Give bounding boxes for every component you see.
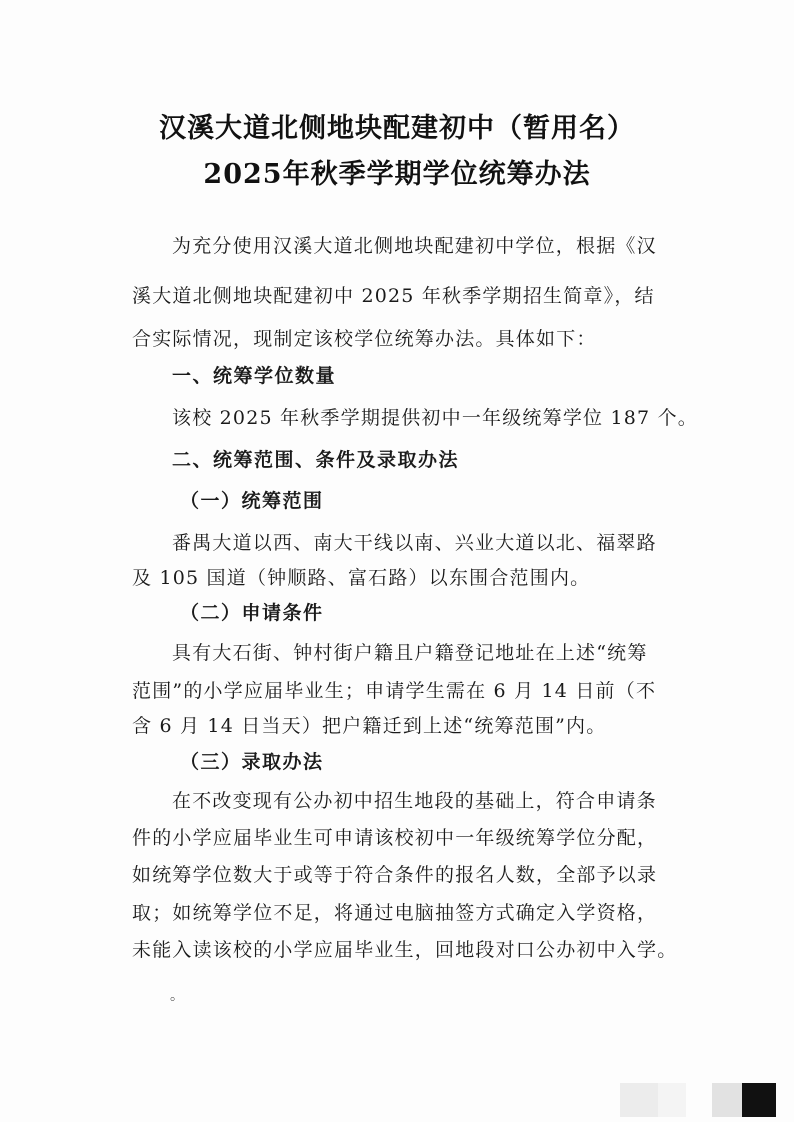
subsection-3-line-1: 在不改变现有公办初中招生地段的基础上，符合申请条 [172,790,657,812]
subsection-1-heading: （一）统筹范围 [180,490,324,512]
document-title-line-1: 汉溪大道北侧地块配建初中（暂用名） [159,113,635,144]
subsection-2-line-1: 具有大石街、钟村街户籍且户籍登记地址在上述“统筹 [172,642,648,664]
section-1-body: 该校 2025 年秋季学期提供初中一年级统筹学位 187 个。 [172,407,698,429]
section-1-heading: 一、统筹学位数量 [172,365,337,387]
subsection-2-heading: （二）申请条件 [180,602,324,624]
trailing-mark: 。 [170,988,184,1004]
scan-artifact-block [620,1083,658,1117]
subsection-3-heading: （三）录取办法 [180,751,324,773]
scan-artifact-block [742,1083,776,1117]
document-title-line-2: 2025年秋季学期学位统筹办法 [203,159,591,190]
subsection-2-line-3: 含 6 月 14 日当天）把户籍迁到上述“统筹范围”内。 [132,715,607,737]
subsection-3-line-4: 取；如统筹学位不足，将通过电脑抽签方式确定入学资格， [132,902,658,924]
subsection-3-line-2: 件的小学应届毕业生可申请该校初中一年级统筹学位分配， [132,827,658,849]
subsection-3-line-5: 未能入读该校的小学应届毕业生，回地段对口公办初中入学。 [132,939,678,961]
scan-artifact-block [658,1083,686,1117]
subsection-1-line-1: 番禺大道以西、南大干线以南、兴业大道以北、福翠路 [172,532,657,554]
subsection-2-line-2: 范围”的小学应届毕业生；申请学生需在 6 月 14 日前（不 [132,680,657,702]
scan-artifact-block [712,1083,742,1117]
intro-line-3: 合实际情况，现制定该校学位统筹办法。具体如下： [132,328,597,350]
section-2-heading: 二、统筹范围、条件及录取办法 [172,449,460,471]
intro-line-1: 为充分使用汉溪大道北侧地块配建初中学位，根据《汉 [172,235,657,257]
subsection-3-line-3: 如统筹学位数大于或等于符合条件的报名人数，全部予以录 [132,864,658,886]
intro-line-2: 溪大道北侧地块配建初中 2025 年秋季学期招生简章》，结 [132,285,655,307]
subsection-1-line-2: 及 105 国道（钟顺路、富石路）以东围合范围内。 [132,567,591,589]
